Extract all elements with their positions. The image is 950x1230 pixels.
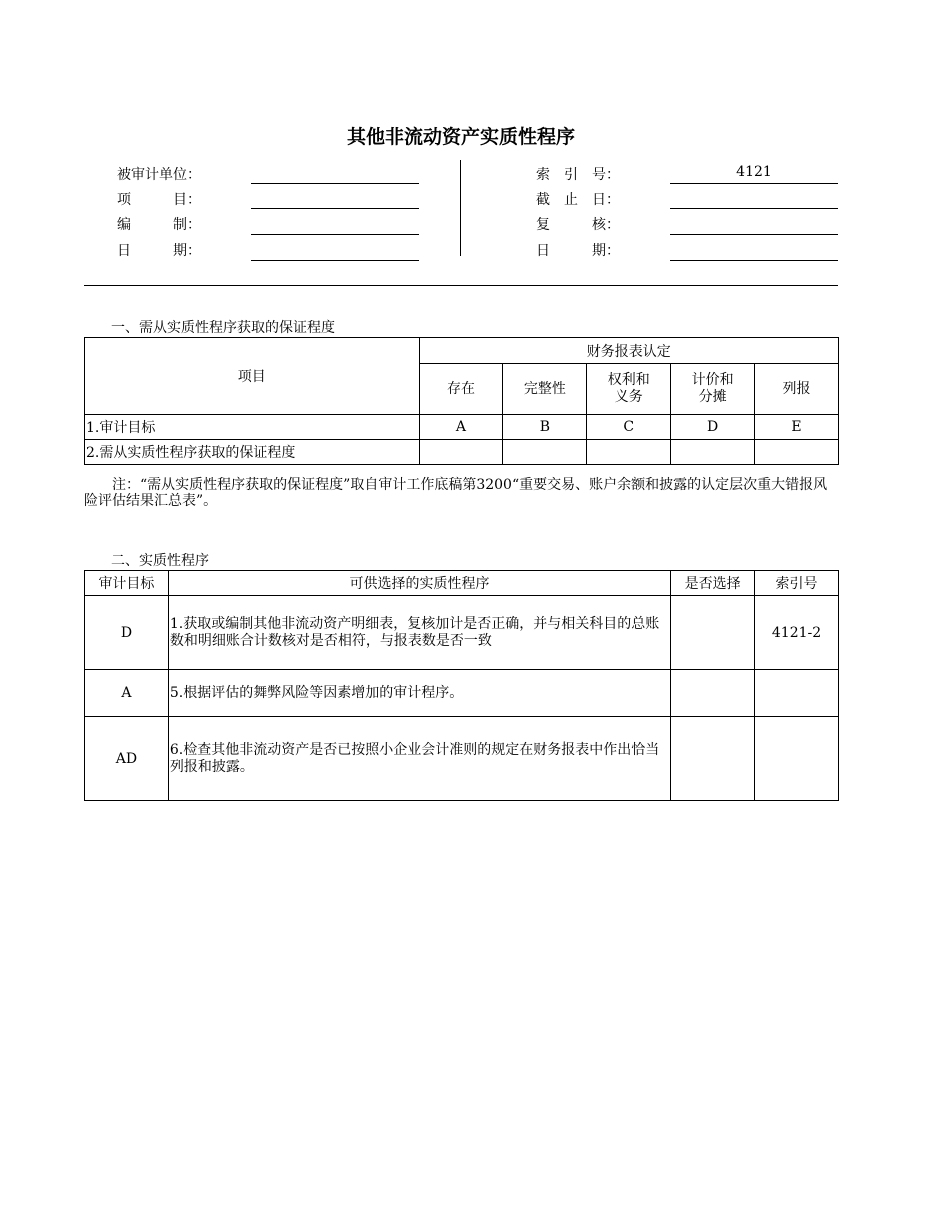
cutoff-date-field[interactable] bbox=[670, 208, 838, 209]
assertion-completeness: 完整性 bbox=[503, 364, 587, 415]
col-index-no: 索引号 bbox=[755, 571, 839, 596]
audit-target-cell: AD bbox=[85, 717, 169, 801]
row-label: 1.审计目标 bbox=[85, 415, 420, 440]
selected-cell[interactable] bbox=[671, 670, 755, 717]
index-no-value: 4121 bbox=[736, 164, 772, 180]
index-no-label: 索 引 号： bbox=[536, 167, 620, 183]
index-cell[interactable]: 4121-2 bbox=[755, 596, 839, 670]
assertion-valuation: 计价和 分摊 bbox=[671, 364, 755, 415]
cell[interactable] bbox=[503, 440, 587, 465]
table-row bbox=[85, 717, 839, 801]
section1-note: 注：“需从实质性程序获取的保证程度”取自审计工作底稿第3200“重要交易、账户余额和披露的认定层次重大错报风险评估结果汇总表”。 bbox=[84, 477, 828, 509]
cell[interactable]: B bbox=[503, 415, 587, 440]
table-row bbox=[85, 670, 839, 717]
procedure-cell: 5.根据评估的舞弊风险等因素增加的审计程序。 bbox=[168, 670, 670, 717]
section2-heading: 二、实质性程序 bbox=[111, 553, 209, 569]
index-cell[interactable] bbox=[755, 670, 839, 717]
row-label: 2.需从实质性程序获取的保证程度 bbox=[85, 440, 420, 465]
page-title: 其他非流动资产实质性程序 bbox=[346, 126, 575, 148]
date-left-label: 日 期： bbox=[117, 243, 201, 259]
auditee-field[interactable] bbox=[251, 183, 419, 184]
procedure-cell: 1.获取或编制其他非流动资产明细表，复核加计是否正确，并与相关科目的总账数和明细账合计数核对是否相符，与报表数是否一致 bbox=[168, 596, 670, 670]
assertion-existence: 存在 bbox=[419, 364, 503, 415]
index-cell[interactable] bbox=[755, 717, 839, 801]
table-row bbox=[85, 440, 839, 465]
date-left-field[interactable] bbox=[251, 260, 419, 261]
audit-target-cell: A bbox=[85, 670, 169, 717]
header-divider bbox=[460, 160, 461, 256]
item-header: 项目 bbox=[85, 338, 420, 415]
procedures-table bbox=[84, 570, 839, 801]
section1-heading: 一、需从实质性程序获取的保证程度 bbox=[111, 320, 335, 336]
cutoff-date-label: 截 止 日： bbox=[536, 192, 620, 208]
date-right-field[interactable] bbox=[670, 260, 838, 261]
cell[interactable]: C bbox=[587, 415, 671, 440]
project-label: 项 目： bbox=[117, 192, 201, 208]
assertion-presentation: 列报 bbox=[755, 364, 839, 415]
reviewer-label: 复 核： bbox=[536, 217, 620, 233]
prepared-by-label: 编 制： bbox=[117, 217, 201, 233]
cell[interactable] bbox=[755, 440, 839, 465]
col-selected: 是否选择 bbox=[671, 571, 755, 596]
table-row bbox=[85, 415, 839, 440]
selected-cell[interactable] bbox=[671, 717, 755, 801]
cell[interactable]: E bbox=[755, 415, 839, 440]
audit-target-cell: D bbox=[85, 596, 169, 670]
header-separator bbox=[84, 285, 838, 286]
col-procedure: 可供选择的实质性程序 bbox=[168, 571, 670, 596]
prepared-by-field[interactable] bbox=[251, 234, 419, 235]
cell[interactable] bbox=[587, 440, 671, 465]
procedure-cell: 6.检查其他非流动资产是否已按照小企业会计准则的规定在财务报表中作出恰当列报和披露。 bbox=[168, 717, 670, 801]
col-audit-target: 审计目标 bbox=[85, 571, 169, 596]
index-no-field[interactable] bbox=[670, 183, 838, 184]
cell[interactable] bbox=[419, 440, 503, 465]
auditee-label: 被审计单位： bbox=[117, 167, 201, 183]
date-right-label: 日 期： bbox=[536, 243, 620, 259]
cell[interactable]: A bbox=[419, 415, 503, 440]
table-row bbox=[85, 596, 839, 670]
cell[interactable]: D bbox=[671, 415, 755, 440]
cell[interactable] bbox=[671, 440, 755, 465]
selected-cell[interactable] bbox=[671, 596, 755, 670]
project-field[interactable] bbox=[251, 208, 419, 209]
assurance-table bbox=[84, 337, 839, 465]
assertion-rights: 权利和 义务 bbox=[587, 364, 671, 415]
assertions-group-header: 财务报表认定 bbox=[419, 338, 838, 364]
reviewer-field[interactable] bbox=[670, 234, 838, 235]
